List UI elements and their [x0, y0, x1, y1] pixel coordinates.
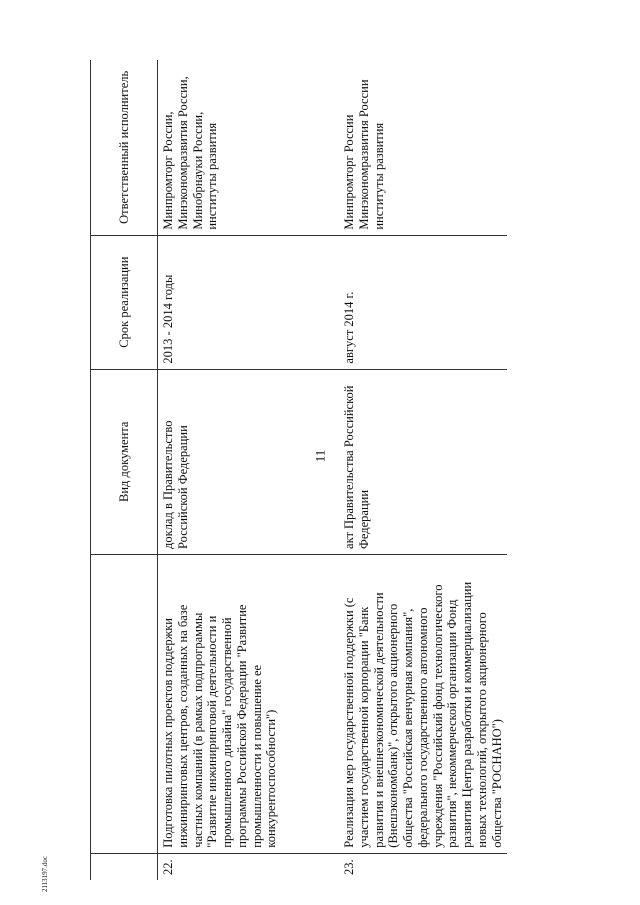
- header-measure: [91, 554, 158, 853]
- rotated-table-container: [90, 60, 550, 880]
- table-row: [339, 60, 507, 880]
- measures-table: [90, 60, 507, 880]
- page-number: 11: [312, 449, 328, 463]
- table-header-row: [91, 60, 158, 880]
- row-responsible: Минпромторг России, Минэкономразвития России, Минобрнауки России, институты развития: [158, 60, 340, 235]
- table-row: [158, 60, 340, 880]
- row-number: 22.: [161, 859, 175, 875]
- row-doc-type: акт Правительства Российской Федерации: [339, 369, 507, 554]
- row-measure: Реализация мер государственной поддержки (с участием государственной корпорации "Банк развития и внешнеэкономической деятельности (Внешэкономбанк)", открытого акционерного общества "Российская венчурная компания", федерального государственного автономного учреждения "Российский фонд технологического развития", некоммерческой организации Фонд развития Центра разработки и коммерциализации новых технологий, открытого акционерного общества "РОСНАНО"): [339, 554, 507, 853]
- row-responsible: Минпромторг России Минэкономразвития России институты развития: [339, 60, 507, 235]
- document-reference: 2113197.doc: [41, 855, 50, 893]
- row-term: 2013 - 2014 годы: [158, 235, 340, 369]
- row-number: 23.: [342, 859, 356, 875]
- header-responsible: Ответственный исполнитель: [91, 60, 158, 235]
- row-measure: Подготовка пилотных проектов поддержки инжиниринговых центров, созданных на базе частных компаний (в рамках подпрограммы "Развитие инжиниринговой деятельности и промышленного дизайна" государственной программы Российской Федерации "Развитие промышленности и повышение ее конкурентоспособности"): [158, 554, 340, 853]
- row-term: август 2014 г.: [339, 235, 507, 369]
- header-doc-type: Вид документа: [91, 369, 158, 554]
- row-doc-type: доклад в Правительство Российской Федерации: [158, 369, 340, 554]
- header-term: Срок реализации: [91, 235, 158, 369]
- header-number: [91, 853, 158, 880]
